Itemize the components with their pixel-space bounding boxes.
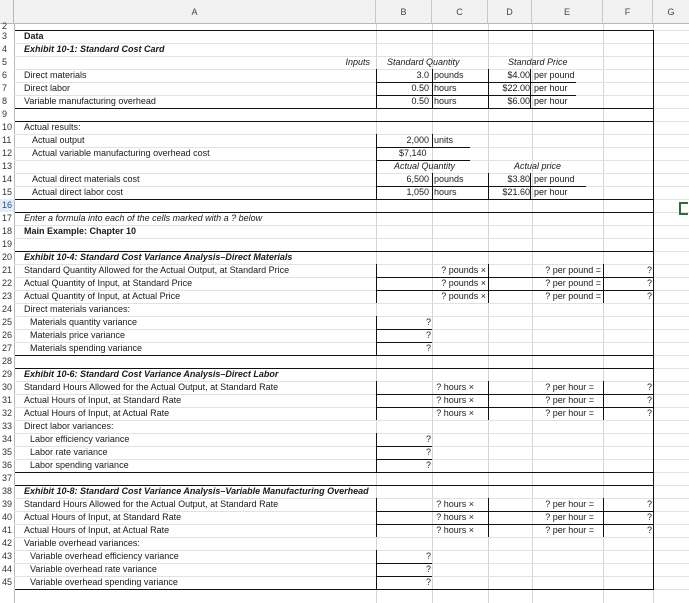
select-all-corner[interactable]	[0, 0, 14, 24]
cell-e21[interactable]: ? per pound =	[545, 265, 601, 275]
row-header[interactable]: 4	[2, 44, 8, 54]
cell-a6[interactable]: Direct materials	[24, 70, 87, 80]
cell-a45[interactable]: Variable overhead spending variance	[30, 577, 178, 587]
cell-a23[interactable]: Actual Quantity of Input, at Actual Price	[24, 291, 181, 301]
cell-a18[interactable]: Main Example: Chapter 10	[24, 226, 137, 236]
row-header[interactable]: 20	[2, 252, 13, 262]
cell-d15[interactable]: $21.60	[502, 187, 530, 197]
cell-b6[interactable]: 3.0	[416, 70, 429, 80]
cell-e7[interactable]: per hour	[534, 83, 568, 93]
row-header[interactable]: 37	[2, 473, 13, 483]
cell-a21[interactable]: Standard Quantity Allowed for the Actual Output, at Standard Price	[24, 265, 290, 275]
gridline	[488, 24, 489, 603]
cell-e30[interactable]: ? per hour =	[545, 382, 594, 392]
cell-a22[interactable]: Actual Quantity of Input, at Standard Price	[24, 278, 193, 288]
cell-c31[interactable]: ? hours ×	[436, 395, 474, 405]
cell-c43[interactable]: ?	[426, 551, 432, 561]
cell-c15[interactable]: hours	[434, 187, 457, 197]
column-header-g[interactable]: G	[653, 0, 689, 24]
row-header[interactable]: 21	[2, 265, 13, 275]
cell-a25[interactable]: Materials quantity variance	[30, 317, 138, 327]
column-header-a[interactable]: A	[14, 0, 376, 24]
cell-a15[interactable]: Actual direct labor cost	[32, 187, 124, 197]
row-header[interactable]: 44	[2, 564, 13, 574]
cell-e40[interactable]: ? per hour =	[545, 512, 594, 522]
gridline	[14, 82, 689, 83]
cell-c25[interactable]: ?	[426, 317, 432, 327]
row-header[interactable]: 33	[2, 421, 13, 431]
cell-c11[interactable]: units	[434, 135, 454, 145]
row-header[interactable]: 24	[2, 304, 13, 314]
cell-e41[interactable]: ? per hour =	[545, 525, 594, 535]
row-header[interactable]: 10	[2, 122, 13, 132]
row-header[interactable]: 17	[2, 213, 13, 223]
cell-d6[interactable]: $4.00	[507, 70, 530, 80]
cell-e32[interactable]: ? per hour =	[545, 408, 594, 418]
cell-f40[interactable]: ?	[647, 512, 653, 522]
cell-a34[interactable]: Labor efficiency variance	[30, 434, 130, 444]
cell-f39[interactable]: ?	[647, 499, 653, 509]
cell-a8[interactable]: Variable manufacturing overhead	[24, 96, 156, 106]
gridline	[14, 30, 689, 31]
cell-a10[interactable]: Actual results:	[24, 122, 81, 132]
cell-c7[interactable]: hours	[434, 83, 457, 93]
cell-d14[interactable]: $3.80	[507, 174, 530, 184]
row-header[interactable]: 25	[2, 317, 13, 327]
row-header[interactable]: 38	[2, 486, 13, 496]
cell-a5[interactable]: Inputs	[345, 57, 370, 67]
cell-e13[interactable]: Actual price	[514, 161, 562, 171]
cell-d7[interactable]: $22.00	[502, 83, 530, 93]
cell-e8[interactable]: per hour	[534, 96, 568, 106]
cell-a41[interactable]: Actual Hours of Input, at Actual Rate	[24, 525, 170, 535]
row-header[interactable]: 28	[2, 356, 13, 366]
cell-e5[interactable]: Standard Price	[508, 57, 568, 67]
cell-b15[interactable]: 1,050	[406, 187, 429, 197]
cell-a31[interactable]: Actual Hours of Input, at Standard Rate	[24, 395, 182, 405]
row-header[interactable]: 36	[2, 460, 13, 470]
cell-e31[interactable]: ? per hour =	[545, 395, 594, 405]
row-header[interactable]: 22	[2, 278, 13, 288]
cell-b13[interactable]: Actual Quantity	[394, 161, 456, 171]
gridline	[14, 69, 689, 70]
row-header[interactable]: 26	[2, 330, 13, 340]
row-header[interactable]: 41	[2, 525, 13, 535]
cell-c40[interactable]: ? hours ×	[436, 512, 474, 522]
cell-a32[interactable]: Actual Hours of Input, at Actual Rate	[24, 408, 170, 418]
cell-a38[interactable]: Exhibit 10-8: Standard Cost Variance Analysis–Variable Manufacturing Overhead	[24, 486, 369, 496]
row-header[interactable]: 43	[2, 551, 13, 561]
row-header[interactable]: 40	[2, 512, 13, 522]
gridline	[14, 355, 689, 356]
row-header[interactable]: 5	[2, 57, 8, 67]
cell-a29[interactable]: Exhibit 10-6: Standard Cost Variance Analysis–Direct Labor	[24, 369, 279, 379]
cell-c45[interactable]: ?	[426, 577, 432, 587]
cell-e39[interactable]: ? per hour =	[545, 499, 594, 509]
column-header-c[interactable]: C	[432, 0, 488, 24]
cell-f30[interactable]: ?	[647, 382, 653, 392]
gridline	[14, 121, 689, 122]
cell-a26[interactable]: Materials price variance	[30, 330, 126, 340]
row-header[interactable]: 45	[2, 577, 13, 587]
cell-a7[interactable]: Direct labor	[24, 83, 71, 93]
cell-c22[interactable]: ? pounds ×	[441, 278, 486, 288]
cell-e6[interactable]: per pound	[534, 70, 575, 80]
cell-f22[interactable]: ?	[647, 278, 653, 288]
gridline	[603, 24, 604, 603]
cell-b11[interactable]: 2,000	[406, 135, 429, 145]
gridline	[14, 108, 689, 109]
cell-c23[interactable]: ? pounds ×	[441, 291, 486, 301]
row-header[interactable]: 39	[2, 499, 13, 509]
gridline	[14, 420, 689, 421]
row-header[interactable]: 14	[2, 174, 13, 184]
row-header[interactable]: 42	[2, 538, 13, 548]
row-header[interactable]: 34	[2, 434, 13, 444]
gridline	[653, 24, 654, 603]
row-header[interactable]: 27	[2, 343, 13, 353]
cell-c39[interactable]: ? hours ×	[436, 499, 474, 509]
gridline	[376, 24, 377, 603]
gridline	[14, 238, 689, 239]
cell-a43[interactable]: Variable overhead efficiency variance	[30, 551, 179, 561]
column-header-b[interactable]: B	[376, 0, 432, 24]
row-header[interactable]: 9	[2, 109, 8, 119]
column-header-f[interactable]: F	[603, 0, 653, 24]
cell-c36[interactable]: ?	[426, 460, 432, 470]
cell-e15[interactable]: per hour	[534, 187, 568, 197]
cell-e22[interactable]: ? per pound =	[545, 278, 601, 288]
cell-c26[interactable]: ?	[426, 330, 432, 340]
row-header-divider	[14, 24, 15, 603]
row-header[interactable]: 19	[2, 239, 13, 249]
gridline	[14, 134, 689, 135]
cell-a42[interactable]: Variable overhead variances:	[24, 538, 140, 548]
cell-f41[interactable]: ?	[647, 525, 653, 535]
cell-c35[interactable]: ?	[426, 447, 432, 457]
cell-c8[interactable]: hours	[434, 96, 457, 106]
row-header[interactable]: 13	[2, 161, 13, 171]
gridline	[14, 199, 689, 200]
row-header[interactable]: 15	[2, 187, 13, 197]
cell-a33[interactable]: Direct labor variances:	[24, 421, 114, 431]
cell-f21[interactable]: ?	[647, 265, 653, 275]
cell-c44[interactable]: ?	[426, 564, 432, 574]
cell-c30[interactable]: ? hours ×	[436, 382, 474, 392]
row-header[interactable]: 35	[2, 447, 13, 457]
row-header[interactable]: 12	[2, 148, 13, 158]
cell-b12[interactable]: $7,140	[399, 148, 427, 158]
row-header[interactable]: 31	[2, 395, 13, 405]
cell-c21[interactable]: ? pounds ×	[441, 265, 486, 275]
row-header[interactable]: 32	[2, 408, 13, 418]
cell-c41[interactable]: ? hours ×	[436, 525, 474, 535]
gridline	[14, 472, 689, 473]
gridline	[14, 446, 689, 447]
cell-f32[interactable]: ?	[647, 408, 653, 418]
cell-c34[interactable]: ?	[426, 434, 432, 444]
cell-a27[interactable]: Materials spending variance	[30, 343, 143, 353]
cell-b8[interactable]: 0.50	[411, 96, 429, 106]
cell-a36[interactable]: Labor spending variance	[30, 460, 129, 470]
cell-c6[interactable]: pounds	[434, 70, 464, 80]
row-header[interactable]: 29	[2, 369, 13, 379]
cell-a35[interactable]: Labor rate variance	[30, 447, 108, 457]
active-cell-indicator[interactable]	[679, 202, 688, 215]
gridline	[14, 589, 689, 590]
row-header[interactable]: 30	[2, 382, 13, 392]
cell-a20[interactable]: Exhibit 10-4: Standard Cost Variance Analysis–Direct Materials	[24, 252, 293, 262]
cell-c32[interactable]: ? hours ×	[436, 408, 474, 418]
cell-a3[interactable]: Data	[24, 31, 44, 41]
row-header[interactable]: 8	[2, 96, 8, 106]
cell-a30[interactable]: Standard Hours Allowed for the Actual Output, at Standard Rate	[24, 382, 279, 392]
row-header[interactable]: 2	[2, 22, 8, 30]
row-header[interactable]: 3	[2, 31, 8, 41]
cell-b14[interactable]: 6,500	[406, 174, 429, 184]
cell-a44[interactable]: Variable overhead rate variance	[30, 564, 157, 574]
cell-a24[interactable]: Direct materials variances:	[24, 304, 131, 314]
cell-a40[interactable]: Actual Hours of Input, at Standard Rate	[24, 512, 182, 522]
row-header-selected[interactable]: 16	[2, 200, 13, 210]
row-header[interactable]: 7	[2, 83, 8, 93]
cell-c14[interactable]: pounds	[434, 174, 464, 184]
cell-d8[interactable]: $6.00	[507, 96, 530, 106]
row-header[interactable]: 23	[2, 291, 13, 301]
column-header-e[interactable]: E	[532, 0, 603, 24]
cell-b5[interactable]: Standard Quantity	[387, 57, 460, 67]
cell-a39[interactable]: Standard Hours Allowed for the Actual Output, at Standard Rate	[24, 499, 279, 509]
cell-b7[interactable]: 0.50	[411, 83, 429, 93]
column-header-d[interactable]: D	[488, 0, 532, 24]
gridline	[14, 160, 689, 161]
cell-a17[interactable]: Enter a formula into each of the cells marked with a ? below	[24, 213, 263, 223]
cell-f23[interactable]: ?	[647, 291, 653, 301]
cell-a11[interactable]: Actual output	[32, 135, 85, 145]
cell-c27[interactable]: ?	[426, 343, 432, 353]
cell-a14[interactable]: Actual direct materials cost	[32, 174, 140, 184]
cell-e14[interactable]: per pound	[534, 174, 575, 184]
row-header[interactable]: 6	[2, 70, 8, 80]
cell-a12[interactable]: Actual variable manufacturing overhead cost	[32, 148, 210, 158]
row-header[interactable]: 18	[2, 226, 13, 236]
row-header[interactable]: 11	[2, 135, 12, 145]
cell-f31[interactable]: ?	[647, 395, 653, 405]
cell-a4[interactable]: Exhibit 10-1: Standard Cost Card	[24, 44, 165, 54]
cell-e23[interactable]: ? per pound =	[545, 291, 601, 301]
